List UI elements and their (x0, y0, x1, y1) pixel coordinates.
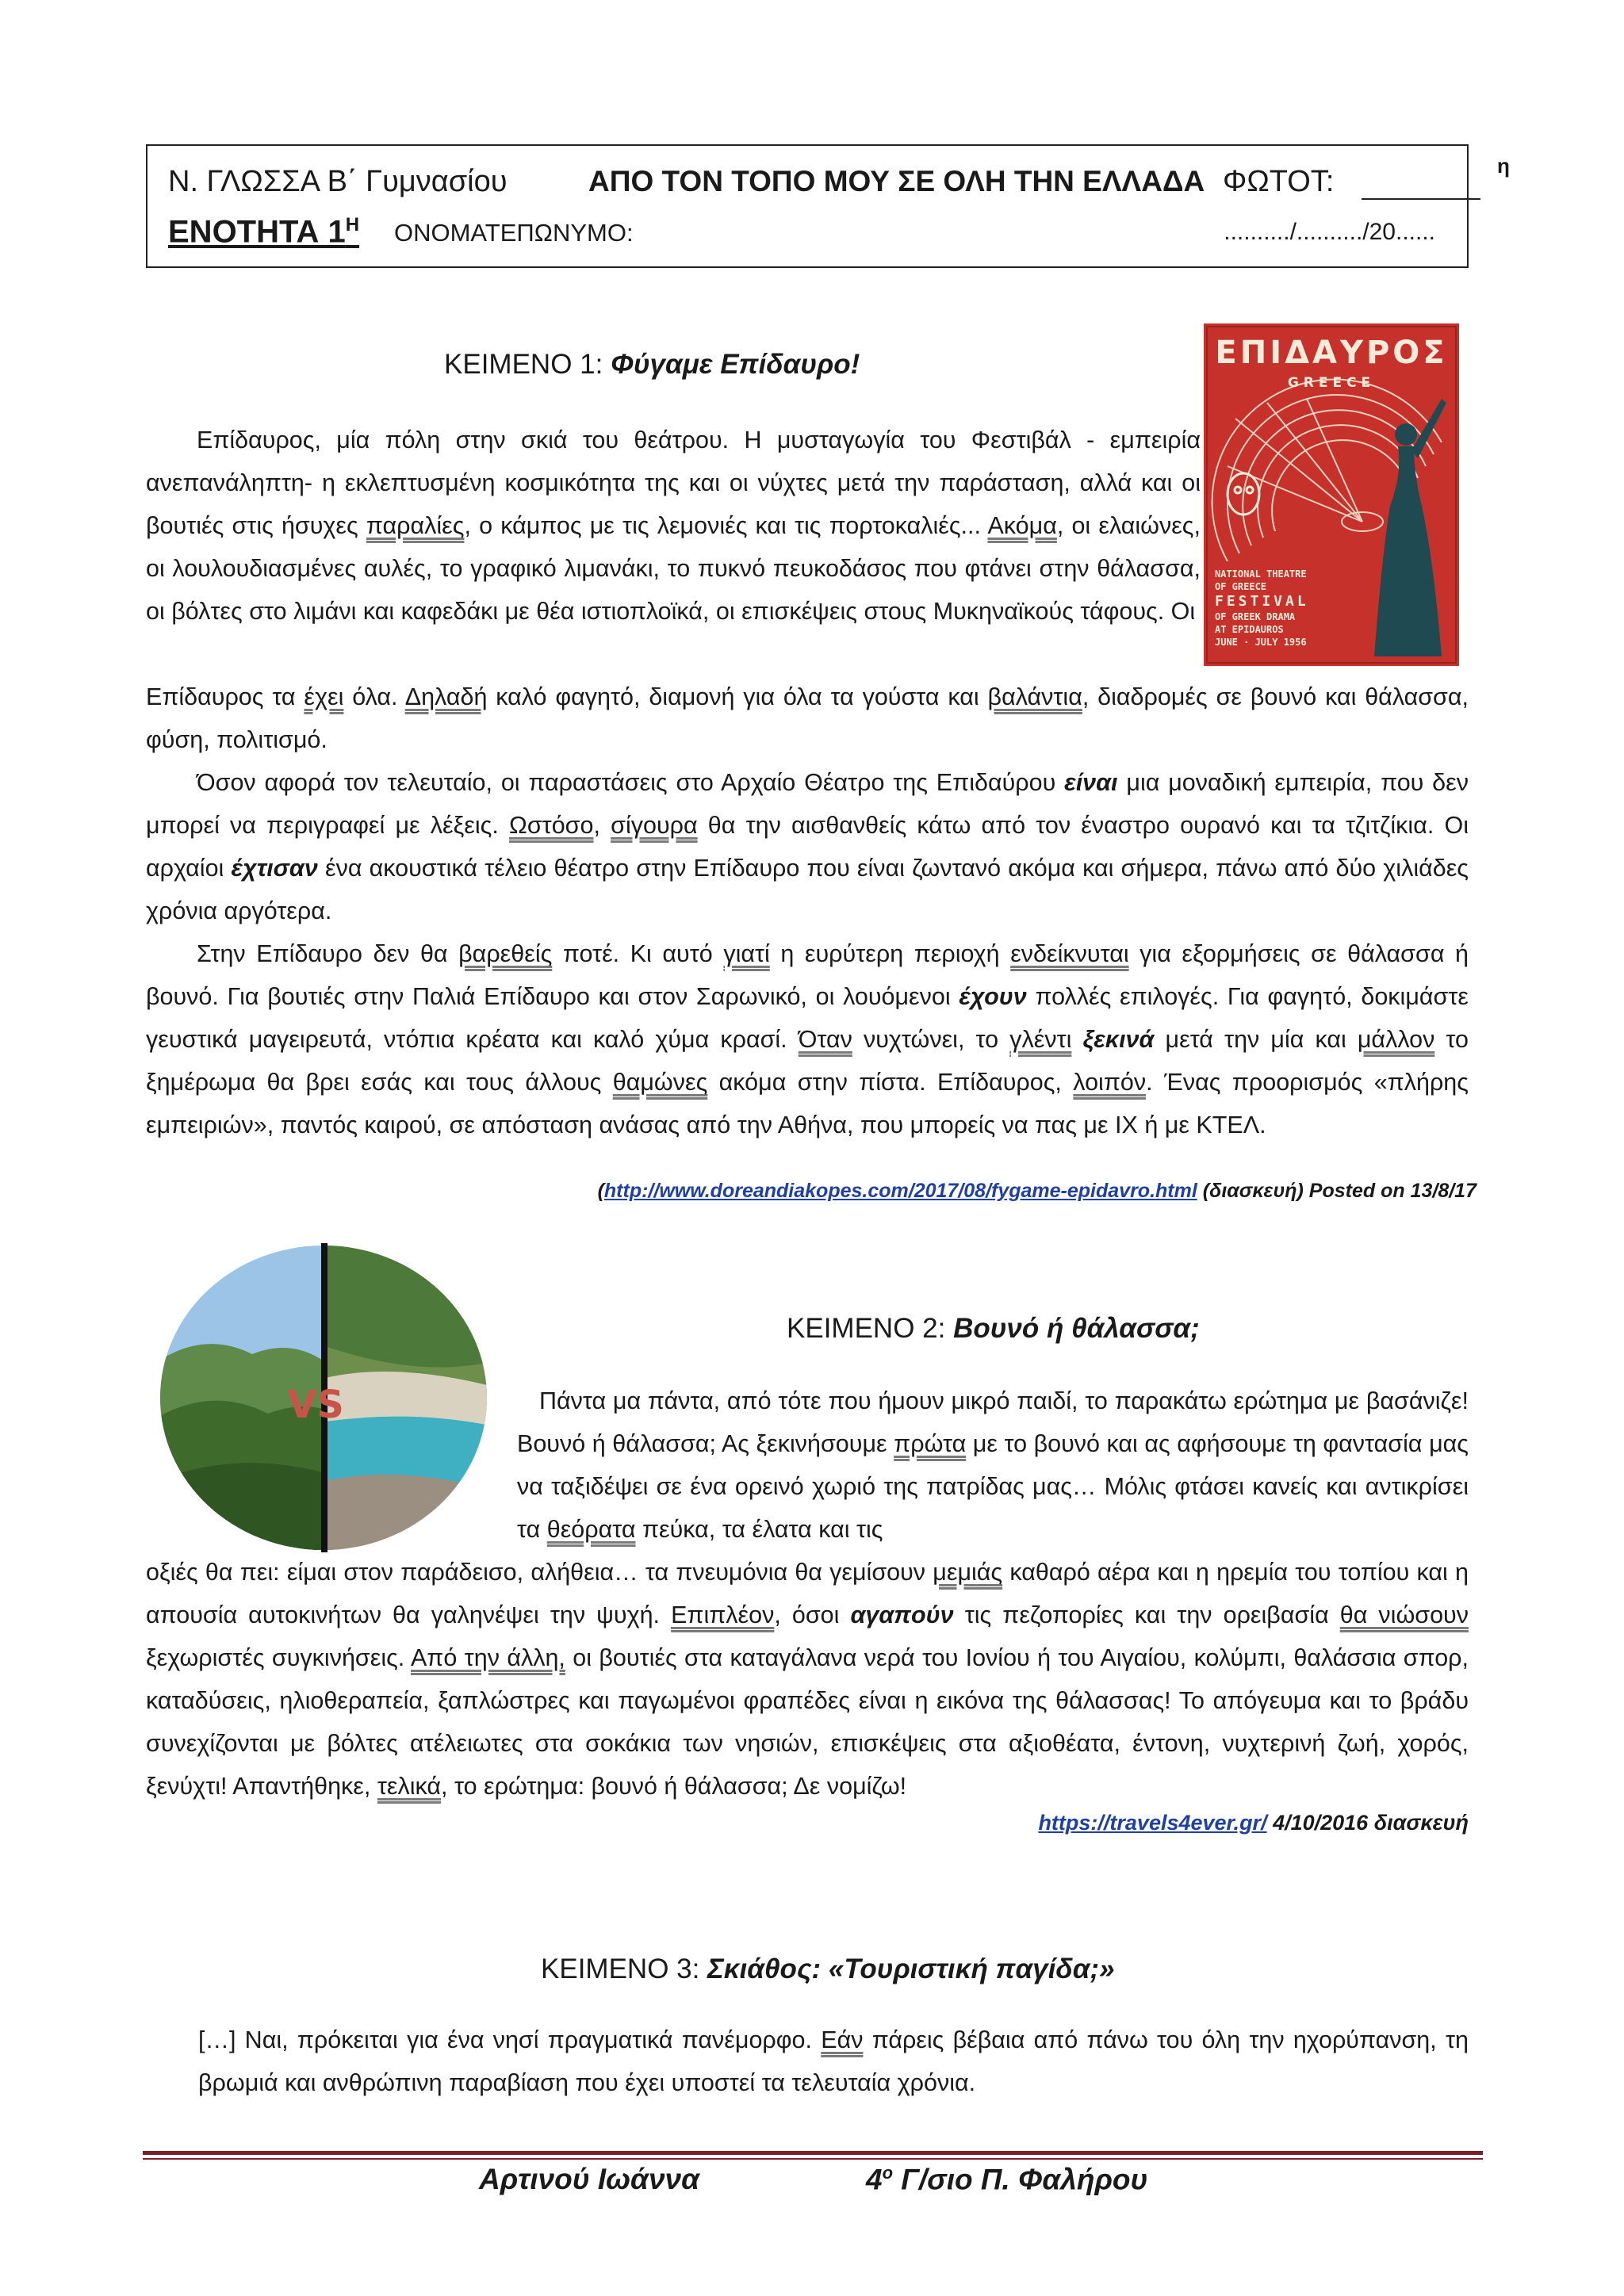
text1-title-text: Φύγαμε Επίδαυρο! (611, 349, 860, 380)
text1-source-link[interactable]: http://www.doreandiakopes.com/2017/08/fygame-epidavro.html (603, 1180, 1197, 1202)
text2-title-text: Βουνό ή θάλασσα; (953, 1313, 1200, 1344)
text-run: , το ερώτημα: βουνό ή θάλασσα; Δε νομίζω! (441, 1773, 907, 1800)
section-label-text: ΕΝΟΤΗΤΑ 1 (168, 214, 346, 250)
underlined-word: πρώτα (894, 1430, 967, 1457)
underlined-word: έχει (304, 683, 344, 710)
school-superscript: ο (882, 2163, 894, 2183)
underlined-word: Εάν (821, 2026, 864, 2053)
text-run: καθαρό αέρα και η ηρεμία του τοπίου και η απουσία αυτοκινήτων θα γαληνέψει την ψυχή. (146, 1559, 1469, 1628)
text-run: πάρεις βέβαια από πάνω του όλη την ηχορύπανση, τη βρωμιά και ανθρώπινη παραβίαση που έχει υποστεί τα τελευταία χρόνια. (198, 2026, 1469, 2096)
footer-school (866, 2163, 1147, 2196)
text2-paragraph-1-body (517, 1380, 1469, 1551)
text1-paragraphs-2-4 (146, 675, 1469, 1146)
text1-paragraph-4 (146, 932, 1469, 1146)
text-run: ποτέ. Κι αυτό (552, 940, 724, 967)
text-run (1071, 1026, 1082, 1053)
header-box (146, 144, 1510, 268)
text-run: θα την αισθανθείς κάτω από τον έναστρο ουρανό και τα τζιτζίκια. Οι αρχαίοι (146, 812, 1469, 882)
text-run: Επίδαυρος τα (146, 683, 304, 710)
text-run: το ξημέρωμα θα βρει εσάς και τους άλλους (146, 1026, 1469, 1096)
underlined-word: τελικά (377, 1773, 442, 1800)
text2-paragraph-2 (146, 1551, 1469, 1808)
poster-caption-line: AT EPIDAUROS (1215, 624, 1284, 635)
poster-subtitle: GREECE (1287, 375, 1376, 391)
underlined-word: Όταν (798, 1026, 852, 1053)
text-run: καλό φαγητό, διαμονή για όλα τα γούστα και (487, 683, 988, 710)
text2-title (787, 1313, 1200, 1345)
underlined-word: παραλίες (366, 512, 465, 539)
photot-blank-line (1362, 198, 1480, 200)
footer-author: Αρτινού Ιωάννα (479, 2163, 700, 2195)
subject-label: Ν. ΓΛΩΣΣΑ Β΄ Γυμνασίου (168, 165, 508, 198)
epidavros-festival-poster (1204, 323, 1459, 666)
underlined-word: σίγουρα (611, 812, 698, 839)
text3-paragraph-1 (198, 2019, 1469, 2104)
underlined-word: λοιπόν (1073, 1069, 1147, 1096)
school-number: 4 (866, 2163, 883, 2196)
source-paren: ( (597, 1180, 604, 1202)
sea-trees (325, 1243, 490, 1368)
school-name: Γ/σιο Π. Φαλήρου (893, 2163, 1148, 2196)
underlined-word: θεόρατα (546, 1516, 636, 1543)
text-run: οι βουτιές στα καταγάλανα νερά του Ιονίου ή του Αιγαίου, κολύμπι, θαλάσσια σπορ, καταδύσεις, ηλιοθεραπεία, ξαπλώστρες και παγωμένοι φραπέδες είναι η εικόνα της θάλασσας! Το απόγευμα και το βράδυ συνεχίζονται με βόλτες ατέλειωτες στα σοκάκια των νησιών, επισκέψεις στα αξιοθέατα, έντονη, νυχτερινή ζωή, χορός, ξενύχτι! Απαντήθηκε, (146, 1644, 1469, 1800)
text2-title-prefix: ΚΕΙΜΕΝΟ 2: (787, 1313, 954, 1344)
underlined-word: ενδείκνυται (1010, 940, 1129, 967)
underlined-word: βαλάντια (987, 683, 1082, 710)
text-run: νυχτώνει, το (852, 1026, 1010, 1053)
text3-title-prefix: ΚΕΙΜΕΝΟ 3: (541, 1954, 708, 1984)
text1-title-prefix: ΚΕΙΜΕΝΟ 1: (444, 349, 611, 380)
underlined-word: Ακόμα (987, 512, 1057, 539)
text-run: , ο κάμπος με τις λεμονιές και τις πορτοκαλιές... (464, 512, 988, 539)
underlined-word: γλέντι (1009, 1026, 1072, 1053)
text-run: ακόμα στην πίστα. Επίδαυρος, (707, 1069, 1074, 1096)
text-run: όλα. (343, 683, 405, 710)
bold-word: έχτισαν (231, 855, 318, 882)
underlined-word: θα νιώσουν (1339, 1601, 1469, 1628)
text-run: ξεχωριστές συγκινήσεις. (146, 1644, 411, 1671)
text-run: με το βουνό και ας αφήσουμε τη φαντασία μας να ταξιδέψει σε ένα ορεινό χωριό της πατρίδας μας… Μόλις φτάσει κανείς και αντικρίσει τα (517, 1430, 1469, 1543)
underlined-word: θαμώνες (612, 1069, 708, 1096)
text1-paragraph-1 (146, 419, 1201, 633)
footer-rule-thick (143, 2151, 1483, 2155)
underlined-word: Ωστόσο (509, 812, 594, 839)
source-note: (διασκευή) Posted on 13/8/17 (1197, 1180, 1477, 1202)
text-run: Πάντα μα πάντα, από τότε που ήμουν μικρό παιδί, το παρακάτω ερώτημα με βασάνιζε! Βουνό ή θάλασσα; Ας ξεκινήσουμε (517, 1387, 1469, 1457)
underlined-word: μάλλον (1357, 1026, 1435, 1053)
unit-title: ΑΠΟ ΤΟΝ ΤΟΠΟ ΜΟΥ ΣΕ ΟΛΗ ΤΗΝ ΕΛΛΑΔΑ (588, 165, 1205, 197)
footer-rule-thin (143, 2158, 1483, 2160)
text-run: Στην Επίδαυρο δεν θα (197, 940, 459, 967)
text-run: πεύκα, τα έλατα και τις (635, 1516, 883, 1543)
text-run: μετά την μία και (1154, 1026, 1358, 1053)
section-label (168, 214, 359, 250)
source-note: 4/10/2016 διασκευή (1266, 1811, 1469, 1835)
underlined-word: Από την άλλη, (410, 1644, 565, 1671)
name-label: ΟΝΟΜΑΤΕΠΩΝΥΜΟ: (394, 219, 634, 247)
text1-source (598, 1180, 1477, 1203)
text2-source (1038, 1811, 1469, 1835)
text2-paragraph-1 (517, 1380, 1469, 1551)
text-run: πολλές επιλογές. Για φαγητό, δοκιμάστε γευστικά μαγειρευτά, ντόπια κρέατα και καλό χύμα κρασί. (146, 983, 1469, 1053)
date-field: ........../........../20...... (1224, 219, 1435, 245)
text-run: ένα ακουστικά τέλειο θέατρο στην Επίδαυρο που είναι ζωντανό ακόμα και σήμερα, πάνω από δύο χιλιάδες χρόνια αργότερα. (146, 855, 1469, 924)
text-run: , διαδρομές σε βουνό και θάλασσα, φύση, πολιτισμό. (146, 683, 1469, 753)
underlined-word: Δηλαδή (404, 683, 488, 710)
text-run: , (593, 812, 611, 839)
text-run: Όσον αφορά τον τελευταίο, οι παραστάσεις στο Αρχαίο Θέατρο της Επιδαύρου (197, 769, 1065, 796)
underlined-word: βαρεθείς (458, 940, 553, 967)
mountain-foreground (157, 1463, 325, 1552)
text3-title (541, 1954, 1115, 1985)
bold-word: είναι (1064, 769, 1118, 796)
photot-label: ΦΩΤΟΤ: (1223, 165, 1335, 198)
text2-source-link[interactable]: https://travels4ever.gr/ (1038, 1811, 1267, 1835)
underlined-word: Επιπλέον (671, 1601, 775, 1628)
text-run: οξιές θα πει: είμαι στον παράδεισο, αλήθεια… τα πνευμόνια θα γεμίσουν (146, 1559, 933, 1586)
underlined-word: γιατί (723, 940, 770, 967)
text-run: […] Ναι, πρόκειται για ένα νησί πραγματικά πανέμορφο. (198, 2026, 822, 2053)
bold-word: αγαπούν (850, 1601, 954, 1628)
text3-title-text: Σκιάθος: «Τουριστική παγίδα;» (707, 1954, 1115, 1984)
text1-paragraph-1-body (146, 419, 1201, 633)
sea-rocks (325, 1475, 490, 1552)
text1-title (444, 349, 860, 381)
text-run: η ευρύτερη περιοχή (769, 940, 1011, 967)
text-run: Επίδαυρος, μία πόλη στην σκιά του θεάτρου. Η μυσταγωγία του Φεστιβάλ - εμπειρία ανεπανάληπτη- η εκλεπτυσμένη κοσμικότητα της και οι νύχτες μετά την παράσταση, αλλά και οι βουτιές στις ήσυχες (146, 427, 1201, 539)
text-run: τις πεζοπορίες και την ορειβασία (953, 1601, 1340, 1628)
text1-paragraph-2 (146, 675, 1469, 761)
text-run: για εξορμήσεις σε θάλασσα ή βουνό. Για βουτιές στην Παλιά Επίδαυρο και στον Σαρωνικό, οι λουόμενοι (146, 940, 1469, 1010)
text-run: , όσοι (774, 1601, 851, 1628)
bold-word: ξεκινά (1082, 1026, 1155, 1053)
poster-caption-line: NATIONAL THEATRE (1215, 568, 1307, 580)
vs-label: VS (287, 1383, 344, 1427)
text-run: , οι ελαιώνες, οι λουλουδιασμένες αυλές, το γραφικό λιμανάκι, το πυκνό πευκοδάσος που φτάνει στην θάλασσα, οι βόλτες στο λιμάνι και καφεδάκι με θέα ιστιοπλοϊκά, οι επισκέψεις στους Μυκηναϊκούς τάφους. Οι (146, 512, 1201, 625)
photot-superscript: η (1497, 154, 1510, 178)
poster-caption-line: OF GREEK DRAMA (1215, 611, 1296, 622)
section-superscript: Η (345, 214, 360, 235)
text-run: . Ένας προορισμός «πλήρης εμπειριών», παντός καιρού, σε απόσταση ανάσας από την Αθήνα, που μπορείς να πας με ΙΧ ή με ΚΤΕΛ. (146, 1069, 1469, 1138)
poster-caption-line: OF GREECE (1215, 581, 1267, 592)
mountain-vs-sea-image (157, 1243, 490, 1552)
text1-paragraph-3 (146, 761, 1469, 932)
bold-word: έχουν (959, 983, 1027, 1010)
poster-caption-line: FESTIVAL (1215, 593, 1309, 610)
poster-title: ΕΠΙΔΑΥΡΟΣ (1215, 335, 1448, 371)
underlined-word: μεμιάς (933, 1559, 1003, 1586)
text-run: μια μοναδική εμπειρία, που δεν μπορεί να περιγραφεί με λέξεις. (146, 769, 1469, 839)
poster-caption-line: JUNE · JULY 1956 (1215, 637, 1307, 648)
